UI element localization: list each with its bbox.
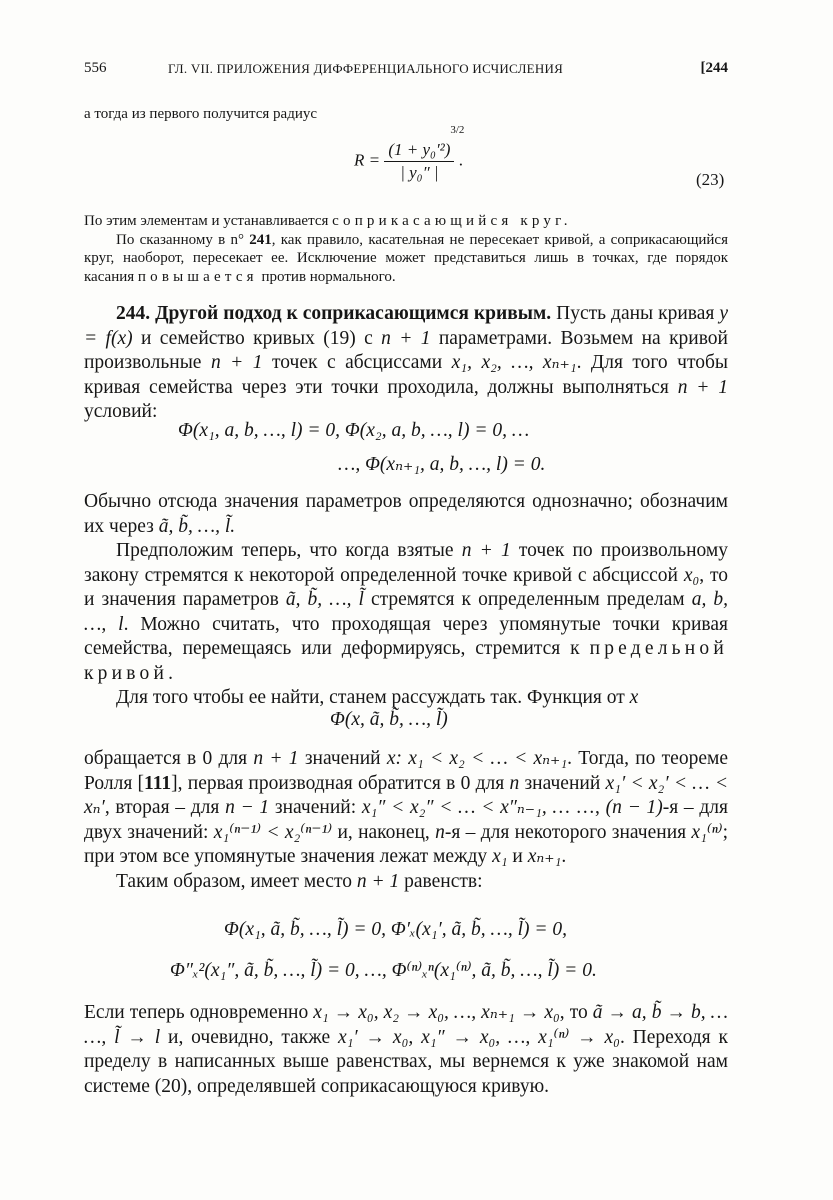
section-heading: 244. Другой подход к соприкасающимся кривым.	[116, 303, 552, 324]
formula-23-number: (23)	[696, 170, 725, 189]
chapter-title: ГЛ. VII. ПРИЛОЖЕНИЯ ДИФФЕРЕНЦИАЛЬНОГО ИСЧИСЛЕНИЯ	[168, 61, 564, 76]
paragraph-conclusion: Если теперь одновременно x₁ → x₀, x₂ → x₀, …, xₙ₊₁ → x₀, то ã → a, b̃ → b, … …, l̃ → l и, очевидно, также x₁′ → x₀, x₁″ → x₀, …, x₁⁽ⁿ⁾ → x₀. Переходя к пределу в написанных выше равенствах, мы вернемся к уже знакомой нам системе (20), определявшей соприкасающуюся кривую.	[84, 1002, 729, 1097]
paragraph-equalities-intro: Таким образом, имеет место n + 1 равенств:	[116, 870, 483, 892]
section-244-conclusion	[84, 1001, 728, 1099]
section-244-rolle	[84, 747, 728, 894]
equation-equalities-line-1: Φ(x₁, ã, b̃, …, l̃) = 0, Φ′ₓ(x₁′, ã, b̃, …, l̃) = 0,	[224, 919, 568, 940]
ref-111: 111	[144, 772, 172, 794]
formula-23-numerator: (1 + y₀′²)	[388, 140, 451, 159]
section-244-body	[84, 490, 728, 711]
osculating-circle-term: соприкасающийся круг.	[332, 213, 572, 229]
formula-23-exponent: 3/2	[450, 124, 465, 136]
ref-241: 241	[249, 231, 272, 248]
intro-line: а тогда из первого получится радиус	[84, 106, 318, 122]
paragraph-limit-curve: Предположим теперь, что когда взятые n + 1 точек по произвольному закону стремятся к некоторой определенной точке кривой с абсциссой x₀, то и значения параметров ã, b̃, …, l̃ стремятся к определенным пределам a, b, …, l. Можно считать, что проходящая через упомянутые точки кривая семейства, перемещаясь или деформируясь, стремится к предельной кривой.	[84, 540, 728, 684]
equation-equalities-line-2: Φ″ₓ²(x₁″, ã, b̃, …, l̃) = 0, …, Φ⁽ⁿ⁾ₓⁿ(x₁⁽ⁿ⁾, ã, b̃, …, l̃) = 0.	[170, 960, 597, 981]
equation-function: Φ(x, ã, b̃, …, l̃)	[330, 709, 448, 730]
paragraph-parameters: Обычно отсюда значения параметров определяются однозначно; обозначим их через ã, b̃, …, l̃.	[84, 491, 728, 537]
paragraph-reasoning: Для того чтобы ее найти, станем рассуждать так. Функция от x	[116, 687, 639, 708]
limit-curve-term: предельной кривой.	[84, 638, 728, 684]
equation-conditions-line-2: …, Φ(xₙ₊₁, a, b, …, l) = 0.	[338, 454, 546, 475]
section-244-paragraph-1: 244. Другой подход к соприкасающимся кривым. Пусть даны кривая y = f(x) и семейство кривых (19) с n + 1 параметрами. Возьмем на кривой произвольные n + 1 точек с абсциссами x₁, x₂, …, xₙ₊₁. Для того чтобы кривая семейства через эти точки проходила, должны выполняться n + 1 условий:	[84, 303, 729, 422]
formula-23: R = (1 + y₀′²) 3/2 | y₀″ | .	[354, 124, 465, 182]
osculating-note: По сказанному в n° 241, как правило, касательная не пересекает кривой, а соприкасающийся круг, наоборот, пересекает ее. Исключение может представиться лишь в точках, где порядок касания повышается против нормального.	[84, 231, 728, 285]
equation-conditions-line-1: Φ(x₁, a, b, …, l) = 0, Φ(x₂, a, b, …, l) = 0, …	[178, 420, 530, 441]
page-number: 556	[84, 60, 107, 76]
formula-23-denominator: | y₀″ |	[400, 163, 439, 182]
osculating-circle-paragraph: По этим элементам и устанавливается соприкасающийся круг. По сказанному в n° 241, как правило, касательная не пересекает кривой, а соприкасающийся круг, наоборот, пересекает ее. Исключение может представиться лишь в точках, где порядок касания повышается против нормального.	[84, 213, 728, 285]
section-reference: [244	[700, 60, 728, 76]
formula-23-lhs: R =	[354, 150, 381, 170]
paragraph-rolle: обращается в 0 для n + 1 значений x: x₁ < x₂ < … < xₙ₊₁. Тогда, по теореме Ролля [111], первая производная обратится в 0 для n значений x₁′ < x₂′ < … < xₙ′, вторая – для n − 1 значений: x₁″ < x₂″ < … < x″ₙ₋₁, … …, (n − 1)-я – для двух значений: x₁⁽ⁿ⁻¹⁾ < x₂⁽ⁿ⁻¹⁾ и, наконец, n-я – для некоторого значения x₁⁽ⁿ⁾; при этом все упомянутые значения лежат между x₁ и xₙ₊₁.	[84, 748, 728, 867]
